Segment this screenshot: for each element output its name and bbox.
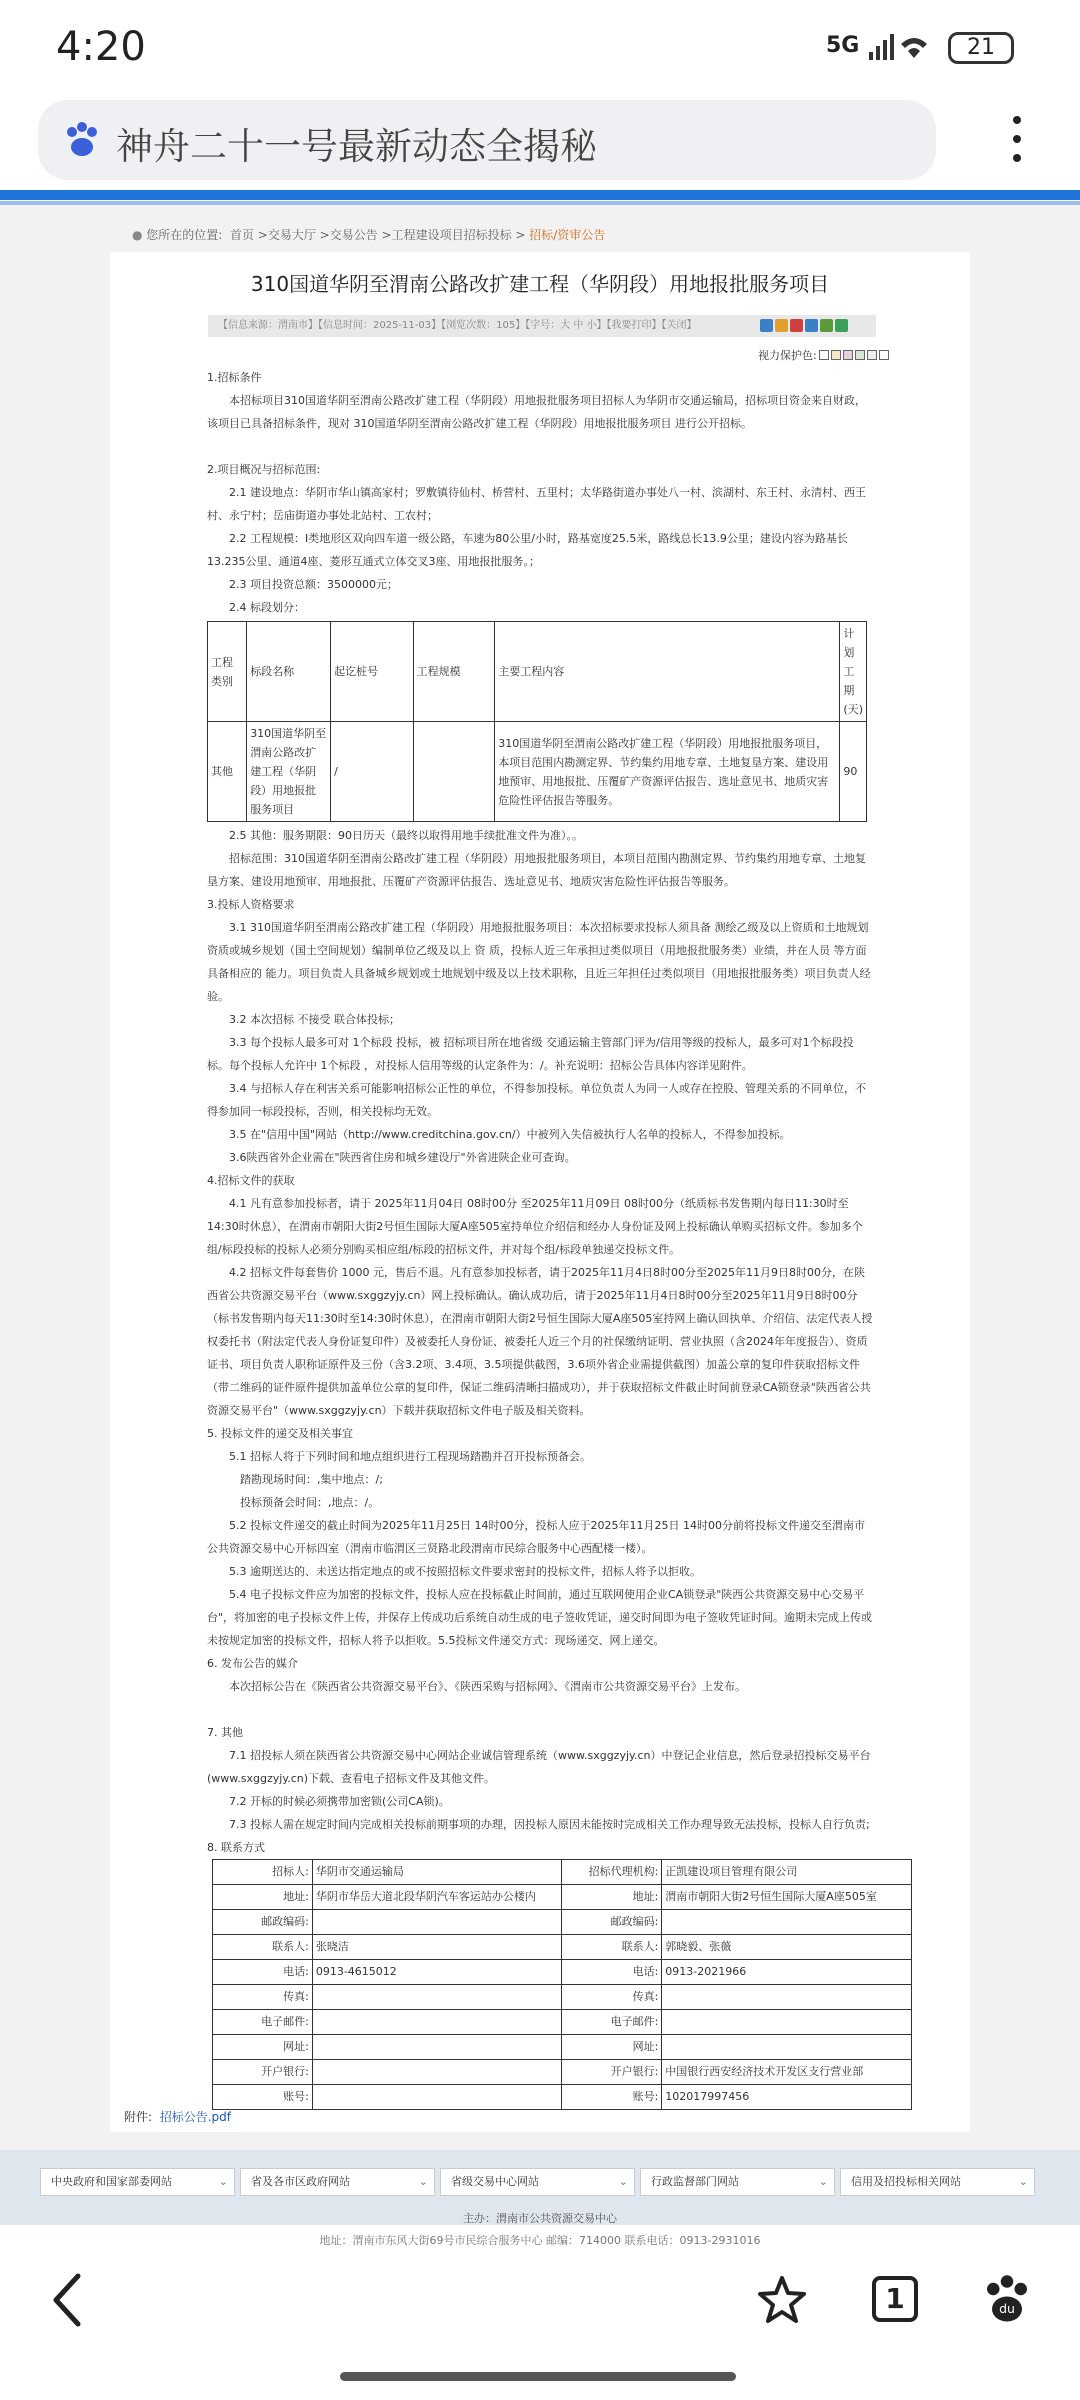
color-swatch[interactable] bbox=[879, 350, 889, 360]
svg-text:du: du bbox=[999, 2300, 1015, 2316]
table-header: 起讫桩号 bbox=[331, 622, 414, 722]
contact-row bbox=[213, 1910, 912, 1935]
contact-value bbox=[662, 2010, 912, 2035]
info-bar: 【信息来源：渭南市】【信息时间：2025-11-03】【浏览次数：105】【字号：大 中 小】【我要打印】【关闭】 bbox=[208, 315, 876, 337]
paragraph: 5.4 电子投标文件应为加密的投标文件，投标人应在投标截止时间前，通过互联网使用企业CA锁登录"陕西公共资源交易中心交易平台"，将加密的电子投标文件上传，并保存上传成功后系统自动生成的电子签收凭证，递交时间即为电子签收凭证时间。逾期未完成上传或未按规定加密的投标文件，招标人将予以拒收。5.5投标文件递交方式：现场递交、网上递交。 bbox=[207, 1588, 873, 1647]
footer-select-label: 中央政府和国家部委网站 bbox=[51, 2175, 172, 2188]
section-heading: 7. 其他 bbox=[207, 1726, 243, 1739]
chevron-down-icon: ⌄ bbox=[418, 2175, 428, 2188]
contact-label: 开户银行: bbox=[213, 2060, 313, 2085]
share-icon[interactable] bbox=[775, 319, 788, 332]
contact-value bbox=[312, 1910, 562, 1935]
contact-value: 华阴市交通运输局 bbox=[312, 1860, 562, 1885]
signal-icon bbox=[826, 32, 927, 60]
chevron-down-icon: ⌄ bbox=[818, 2175, 828, 2188]
contact-row bbox=[213, 1960, 912, 1985]
contact-row bbox=[213, 2085, 912, 2110]
table-cell: 其他 bbox=[208, 722, 247, 822]
paragraph: 3.4 与招标人存在利害关系可能影响招标公正性的单位，不得参加投标。单位负责人为同一人或存在控股、管理关系的不同单位，不得参加同一标段投标，否则，相关投标均无效。 bbox=[207, 1082, 866, 1118]
tabs-icon[interactable]: 1 bbox=[872, 2276, 918, 2322]
footer-select[interactable] bbox=[840, 2168, 1035, 2196]
section-heading: 6. 发布公告的媒介 bbox=[207, 1657, 298, 1670]
paragraph: 踏勘现场时间：,集中地点：/; bbox=[240, 1473, 383, 1486]
breadcrumb-current[interactable]: 招标/资审公告 bbox=[529, 228, 606, 242]
table-header: 工程规模 bbox=[413, 622, 495, 722]
contact-value: 中国银行西安经济技术开发区支行营业部 bbox=[662, 2060, 912, 2085]
share-icon[interactable] bbox=[760, 319, 773, 332]
contact-value bbox=[312, 2060, 562, 2085]
share-icon[interactable] bbox=[820, 319, 833, 332]
paragraph: 3.1 310国道华阴至渭南公路改扩建工程（华阴段）用地报批服务项目：本次招标要求投标人须具备 测绘乙级及以上资质和土地规划资质或城乡规划（国土空间规划）编制单位乙级及以上 资 质，投标人近三年承担过类似项目（用地报批服务类）业绩，并在人员 等方面具备相应的 能力。项目负责人具备城乡规划或土地规划中级及以上技术职称，且近三年担任过类似项目（用地报批服务类）项目负责人经验。 bbox=[207, 921, 871, 1003]
paragraph: 3.3 每个投标人最多可对 1个标段 投标，被 招标项目所在地省级 交通运输主管部门评为/信用等级的投标人，最多可对1个标段投标。每个投标人允许中 1个标段 ，对投标人信用等级的认定条件为：/。补充说明：招标公告具体内容详见附件。 bbox=[207, 1036, 854, 1072]
contact-value bbox=[662, 1910, 912, 1935]
color-swatch[interactable] bbox=[831, 350, 841, 360]
contact-label: 账号: bbox=[562, 2085, 662, 2110]
footer-select-label: 行政监督部门网站 bbox=[651, 2175, 739, 2188]
paragraph: 7.2 开标的时候必须携带加密锁(公司CA锁)。 bbox=[229, 1795, 450, 1808]
footer-address: 地址：渭南市东风大街69号市民综合服务中心 邮编：714000 联系电话：0913-2931016 bbox=[319, 2234, 761, 2246]
contact-row bbox=[213, 1985, 912, 2010]
paragraph: 7.3 投标人需在规定时间内完成相关投标前期事项的办理，因投标人原因未能按时完成相关工作办理导致无法投标，投标人自行负责; bbox=[229, 1818, 870, 1831]
paragraph: 3.2 本次招标 不接受 联合体投标； bbox=[229, 1013, 400, 1026]
contact-value: 正凯建设项目管理有限公司 bbox=[662, 1860, 912, 1885]
paragraph: 4.2 招标文件每套售价 1000 元，售后不退。凡有意参加投标者，请于2025年11月4日8时00分至2025年11月9日8时00分，在陕西省公共资源交易平台（www.sxggzyjy.cn）网上投标确认。确认成功后，请于2025年11月4日8时00分至2025年11月9日8时00分（标书发售期内每天11:30时至14:30时休息），在渭南市朝阳大街2号恒生国际大厦A座505室持网上确认回执单、介绍信、法定代表人授权委托书（附法定代表人身份证复印件）及被委托人身份证、被委托人近三个月的社保缴纳证明、营业执照（含2024年年度报告）、资质证书、项目负责人职称证原件及三份（含3.2项、3.4项、3.5项提供截图，3.6项外省企业需提供截图）加盖公章的复印件获取招标文件（带二维码的证件原件提供加盖单位公章的复印件，保证二维码清晰扫描成功），并于获取招标文件截止时间前登录CA锁登录"陕西省公共资源交易平台"（www.sxggzyjy.cn）下载并获取招标文件电子版及相关资料。 bbox=[207, 1266, 873, 1417]
contact-label: 电子邮件: bbox=[213, 2010, 313, 2035]
paragraph: 招标范围：310国道华阴至渭南公路改扩建工程（华阴段）用地报批服务项目，本项目范围内勘测定界、节约集约用地专章、土地复垦方案、建设用地预审、用地报批、压覆矿产资源评估报告、选址意见书、地质灾害危险性评估报告等服务。 bbox=[207, 852, 866, 888]
page-title: 310国道华阴至渭南公路改扩建工程（华阴段）用地报批服务项目 bbox=[250, 272, 830, 296]
footer-select-label: 省级交易中心网站 bbox=[451, 2175, 539, 2188]
share-icon[interactable] bbox=[835, 319, 848, 332]
clock: 4:20 bbox=[56, 24, 146, 70]
contact-table bbox=[212, 1859, 912, 2110]
section-heading: 5. 投标文件的递交及相关事宜 bbox=[207, 1427, 353, 1440]
attachment-label: 附件: bbox=[124, 2110, 153, 2124]
paragraph: 3.5 在"信用中国"网站（http://www.creditchina.gov.cn/）中被列入失信被执行人名单的投标人，不得参加投标。 bbox=[229, 1128, 791, 1141]
contact-value bbox=[312, 2085, 562, 2110]
home-indicator[interactable] bbox=[340, 2372, 736, 2381]
contact-value bbox=[662, 1985, 912, 2010]
network-label: 5G bbox=[826, 33, 860, 58]
footer-select-label: 信用及招投标相关网站 bbox=[851, 2175, 961, 2188]
table-header: 主要工程内容 bbox=[495, 622, 840, 722]
section-heading: 1.招标条件 bbox=[207, 371, 262, 384]
baidu-paw-icon[interactable] bbox=[982, 2274, 1032, 2324]
share-icon[interactable] bbox=[805, 319, 818, 332]
location-pin-icon: ● bbox=[132, 228, 147, 242]
more-menu-icon[interactable] bbox=[1012, 114, 1022, 164]
paragraph: 投标预备会时间：,地点：/。 bbox=[240, 1496, 380, 1509]
contact-label: 传真: bbox=[213, 1985, 313, 2010]
table-cell: 90 bbox=[840, 722, 867, 822]
contact-label: 招标人: bbox=[213, 1860, 313, 1885]
paragraph: 本次招标公告在《陕西省公共资源交易平台》、《陕西采购与招标网》、《渭南市公共资源交易平台》上发布。 bbox=[229, 1680, 746, 1693]
contact-label: 地址: bbox=[562, 1885, 662, 1910]
attachment bbox=[124, 2108, 231, 2125]
breadcrumb bbox=[132, 226, 605, 243]
contact-value: 张晓洁 bbox=[312, 1935, 562, 1960]
contact-row bbox=[213, 1860, 912, 1885]
paragraph: 3.6陕西省外企业需在"陕西省住房和城乡建设厅"外省进陕企业可查询。 bbox=[229, 1151, 576, 1164]
color-swatch[interactable] bbox=[843, 350, 853, 360]
section-heading: 3.投标人资格要求 bbox=[207, 898, 295, 911]
contact-label: 联系人: bbox=[213, 1935, 313, 1960]
contact-value bbox=[312, 2010, 562, 2035]
section-heading: 8. 联系方式 bbox=[207, 1841, 265, 1854]
color-swatch[interactable] bbox=[855, 350, 865, 360]
contact-value: 0913-2021966 bbox=[662, 1960, 912, 1985]
segment-table bbox=[207, 621, 867, 822]
paragraph: 2.3 项目投资总额：3500000元； bbox=[229, 578, 398, 591]
contact-value: 郭晓毅、张薇 bbox=[662, 1935, 912, 1960]
paragraph: 2.2 工程规模：I类地形区双向四车道一级公路，车速为80公里/小时，路基宽度25.5米，路线总长13.9公里；建设内容为路基长13.235公里、通道4座、菱形互通式立体交叉3座、用地报批服务。； bbox=[207, 532, 848, 568]
paragraph: 2.5 其他：服务期限：90日历天（最终以取得用地手续批准文件为准）。。 bbox=[229, 829, 583, 842]
footer-host: 主办：渭南市公共资源交易中心 bbox=[463, 2212, 617, 2225]
breadcrumb-path[interactable]: 首页 >交易大厅 >交易公告 >工程建设项目招标投标 > bbox=[229, 228, 530, 242]
contact-label: 电话: bbox=[213, 1960, 313, 1985]
table-header: 标段名称 bbox=[247, 622, 331, 722]
article-body bbox=[207, 366, 875, 2110]
vision-protect bbox=[756, 347, 889, 363]
footer-select[interactable] bbox=[240, 2168, 435, 2196]
color-swatch[interactable] bbox=[819, 350, 829, 360]
star-icon[interactable] bbox=[756, 2274, 808, 2326]
contact-label: 电子邮件: bbox=[562, 2010, 662, 2035]
table-header: 计划工期(天) bbox=[840, 622, 867, 722]
paragraph: 4.1 凡有意参加投标者，请于 2025年11月04日 08时00分 至2025年11月09日 08时00分（纸质标书发售期内每日11:30时至14:30时休息），在渭南市朝阳大街2号恒生国际大厦A座505室持单位介绍信和经办人身份证及网上投标确认单购买招标文件。参加多个组/标段投标的投标人必须分别购买相应组/标段的招标文件，并对每个组/标段单独递交投标文件。 bbox=[207, 1197, 863, 1256]
contact-label: 账号: bbox=[213, 2085, 313, 2110]
contact-label: 邮政编码: bbox=[213, 1910, 313, 1935]
baidu-paw-icon bbox=[62, 120, 102, 160]
contact-value: 华阴市华岳大道北段华阴汽车客运站办公楼内 bbox=[312, 1885, 562, 1910]
section-heading: 4.招标文件的获取 bbox=[207, 1174, 295, 1187]
contact-label: 联系人: bbox=[562, 1935, 662, 1960]
breadcrumb-prefix: 您所在的位置: bbox=[146, 228, 223, 242]
contact-label: 邮政编码: bbox=[562, 1910, 662, 1935]
contact-label: 招标代理机构: bbox=[562, 1860, 662, 1885]
contact-value bbox=[312, 1985, 562, 2010]
vision-label: 视力保护色: bbox=[758, 349, 817, 362]
contact-label: 地址: bbox=[213, 1885, 313, 1910]
paragraph: 本招标项目310国道华阴至渭南公路改扩建工程（华阴段）用地报批服务项目招标人为华阴市交通运输局，招标项目资金来自财政，该项目已具备招标条件，现对 310国道华阴至渭南公路改扩建工程（华阴段）用地报批服务项目 进行公开招标。 bbox=[207, 394, 866, 430]
contact-label: 网址: bbox=[562, 2035, 662, 2060]
contact-label: 传真: bbox=[562, 1985, 662, 2010]
contact-value: 102017997456 bbox=[662, 2085, 912, 2110]
table-cell: 310国道华阴至渭南公路改扩建工程（华阴段）用地报批服务项目，本项目范围内勘测定界、节约集约用地专章、土地复垦方案、建设用地预审、用地报批、压覆矿产资源评估报告、选址意见书、地质灾害危险性评估报告等服务。 bbox=[495, 722, 840, 822]
footer-select[interactable] bbox=[40, 2168, 235, 2196]
section-heading: 2.项目概况与招标范围: bbox=[207, 463, 321, 476]
contact-row bbox=[213, 2035, 912, 2060]
chevron-down-icon: ⌄ bbox=[1018, 2175, 1028, 2188]
footer-select-label: 省及各市区政府网站 bbox=[251, 2175, 350, 2188]
contact-value: 渭南市朝阳大街2号恒生国际大厦A座505室 bbox=[662, 1885, 912, 1910]
footer-select[interactable] bbox=[440, 2168, 635, 2196]
contact-row bbox=[213, 1885, 912, 1910]
contact-row bbox=[213, 1935, 912, 1960]
share-icon[interactable] bbox=[790, 319, 803, 332]
contact-row bbox=[213, 2060, 912, 2085]
back-arrow-icon[interactable] bbox=[48, 2272, 88, 2328]
color-swatch[interactable] bbox=[867, 350, 877, 360]
contact-value bbox=[662, 2035, 912, 2060]
contact-value bbox=[312, 2035, 562, 2060]
contact-row bbox=[213, 2010, 912, 2035]
paragraph: 5.2 投标文件递交的截止时间为2025年11月25日 14时00分，投标人应于2025年11月25日 14时00分前将投标文件递交至渭南市公共资源交易中心开标四室（渭南市临渭区三贤路北段渭南市民综合服务中心西配楼一楼）。 bbox=[207, 1519, 865, 1555]
table-cell: 310国道华阴至渭南公路改扩建工程（华阴段）用地报批服务项目 bbox=[247, 722, 331, 822]
table-header: 工程类别 bbox=[208, 622, 247, 722]
contact-label: 网址: bbox=[213, 2035, 313, 2060]
footer-select[interactable] bbox=[640, 2168, 835, 2196]
table-cell: / bbox=[331, 722, 414, 822]
battery-icon: 21 bbox=[948, 32, 1014, 64]
paragraph: 2.4 标段划分： bbox=[229, 601, 305, 614]
header-stripe bbox=[0, 190, 1080, 200]
attachment-link[interactable]: 招标公告.pdf bbox=[159, 2110, 231, 2124]
paragraph: 5.1 招标人将于下列时间和地点组织进行工程现场踏勘并召开投标预备会。 bbox=[229, 1450, 591, 1463]
contact-label: 电话: bbox=[562, 1960, 662, 1985]
paragraph: 2.1 建设地点：华阴市华山镇高家村；罗敷镇待仙村、桥营村、五里村；太华路街道办事处八一村、滨湖村、东王村、永清村、西王村、永宁村；岳庙街道办事处北站村、工农村； bbox=[207, 486, 866, 522]
signal-bars-icon bbox=[867, 32, 927, 60]
share-toolbar bbox=[760, 319, 850, 332]
table-cell bbox=[413, 722, 495, 822]
contact-value: 0913-4615012 bbox=[312, 1960, 562, 1985]
paragraph: 5.3 逾期送达的、未送达指定地点的或不按照招标文件要求密封的投标文件，招标人将予以拒收。 bbox=[229, 1565, 701, 1578]
paragraph: 7.1 招投标人须在陕西省公共资源交易中心网站企业诚信管理系统（www.sxggzyjy.cn）中登记企业信息，然后登录招投标交易平台(www.sxggzyjy.cn)下载、查看电子招标文件及其他文件。 bbox=[207, 1749, 871, 1785]
contact-label: 开户银行: bbox=[562, 2060, 662, 2085]
chevron-down-icon: ⌄ bbox=[218, 2175, 228, 2188]
chevron-down-icon: ⌄ bbox=[618, 2175, 628, 2188]
page-title-in-bar[interactable]: 神舟二十一号最新动态全揭秘 bbox=[116, 125, 597, 168]
